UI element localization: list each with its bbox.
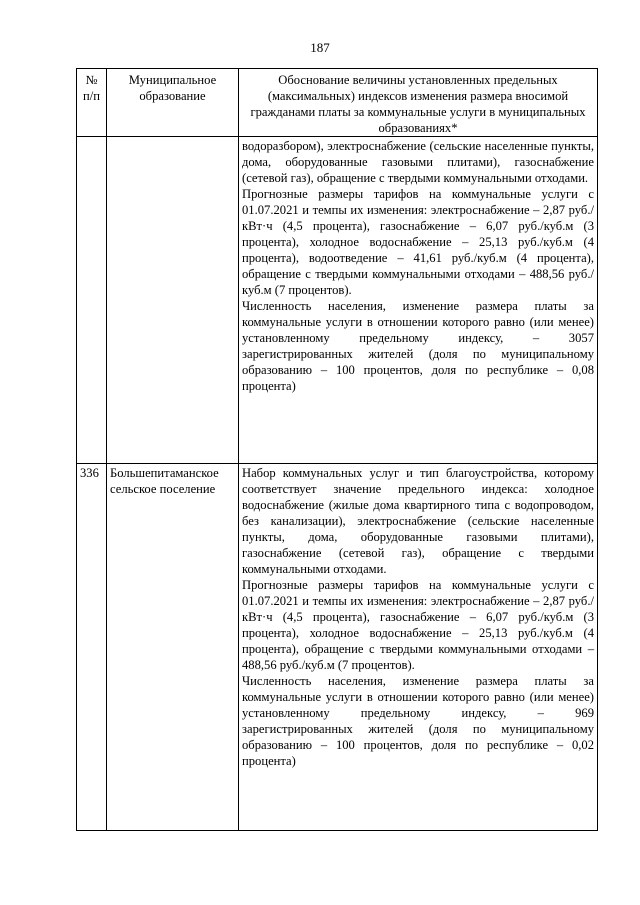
table-row [77,137,598,464]
row-municipality [107,137,239,464]
basis-paragraph: Прогнозные размеры тарифов на коммунальные услуги с 01.07.2021 и темпы их изменения: электроснабжение – 2,87 руб./кВт·ч (4,5 процента), газоснабжение – 6,07 руб./куб.м (3 процента), холодное водоснабжение – 25,13 руб./куб.м (4 процента), обращение с твердыми коммунальными отходами – 488,56 руб./куб.м (7 процентов). [242,578,594,672]
header-num: № п/п [77,69,107,137]
basis-paragraph: Прогнозные размеры тарифов на коммунальные услуги с 01.07.2021 и темпы их изменения: электроснабжение – 2,87 руб./кВт·ч (4,5 процента), газоснабжение – 6,07 руб./куб.м (3 процента), холодное водоснабжение – 25,13 руб./куб.м (4 процента), водоотведение – 41,61 руб./куб.м (4 процента), обращение с твердыми коммунальными отходами – 488,56 руб./куб.м (7 процентов). [242,187,594,297]
tariff-index-table [76,68,598,831]
basis-paragraph: Набор коммунальных услуг и тип благоустройства, которому соответствует значение предельного индекса: холодное водоснабжение (жилые дома квартирного типа с водопроводом, без канализации), электроснабжение (сельские населенные пункты, дома, оборудованные газовыми плитами), газоснабжение (сетевой газ), обращение с твердыми коммунальными отходами. [242,466,594,576]
basis-paragraph: Численность населения, изменение размера платы за коммунальные услуги в отношении которого равно (или менее) установленному предельному индексу, – 969 зарегистрированных жителей (доля по муниципальному образованию – 100 процентов, доля по республике – 0,02 процента) [242,674,594,768]
page-number: 187 [310,40,330,55]
row-municipality: Большепитаманское сельское поселение [107,464,239,831]
row-number: 336 [77,464,107,831]
row-basis [239,137,598,464]
header-basis: Обоснование величины установленных предельных (максимальных) индексов изменения размера вносимой гражданами платы за коммунальные услуги в муниципальных образованиях* [239,69,598,137]
header-municipality: Муниципальное образование [107,69,239,137]
table-row [77,464,598,831]
row-basis [239,464,598,831]
row-number [77,137,107,464]
basis-paragraph: водоразбором), электроснабжение (сельские населенные пункты, дома, оборудованные газовыми плитами), газоснабжение (сетевой газ), обращение с твердыми коммунальными отходами. [242,139,594,185]
basis-paragraph: Численность населения, изменение размера платы за коммунальные услуги в отношении которого равно (или менее) установленному предельному индексу, – 3057 зарегистрированных жителей (доля по муниципальному образованию – 100 процентов, доля по республике – 0,08 процента) [242,299,594,393]
table-header-row [77,69,598,137]
